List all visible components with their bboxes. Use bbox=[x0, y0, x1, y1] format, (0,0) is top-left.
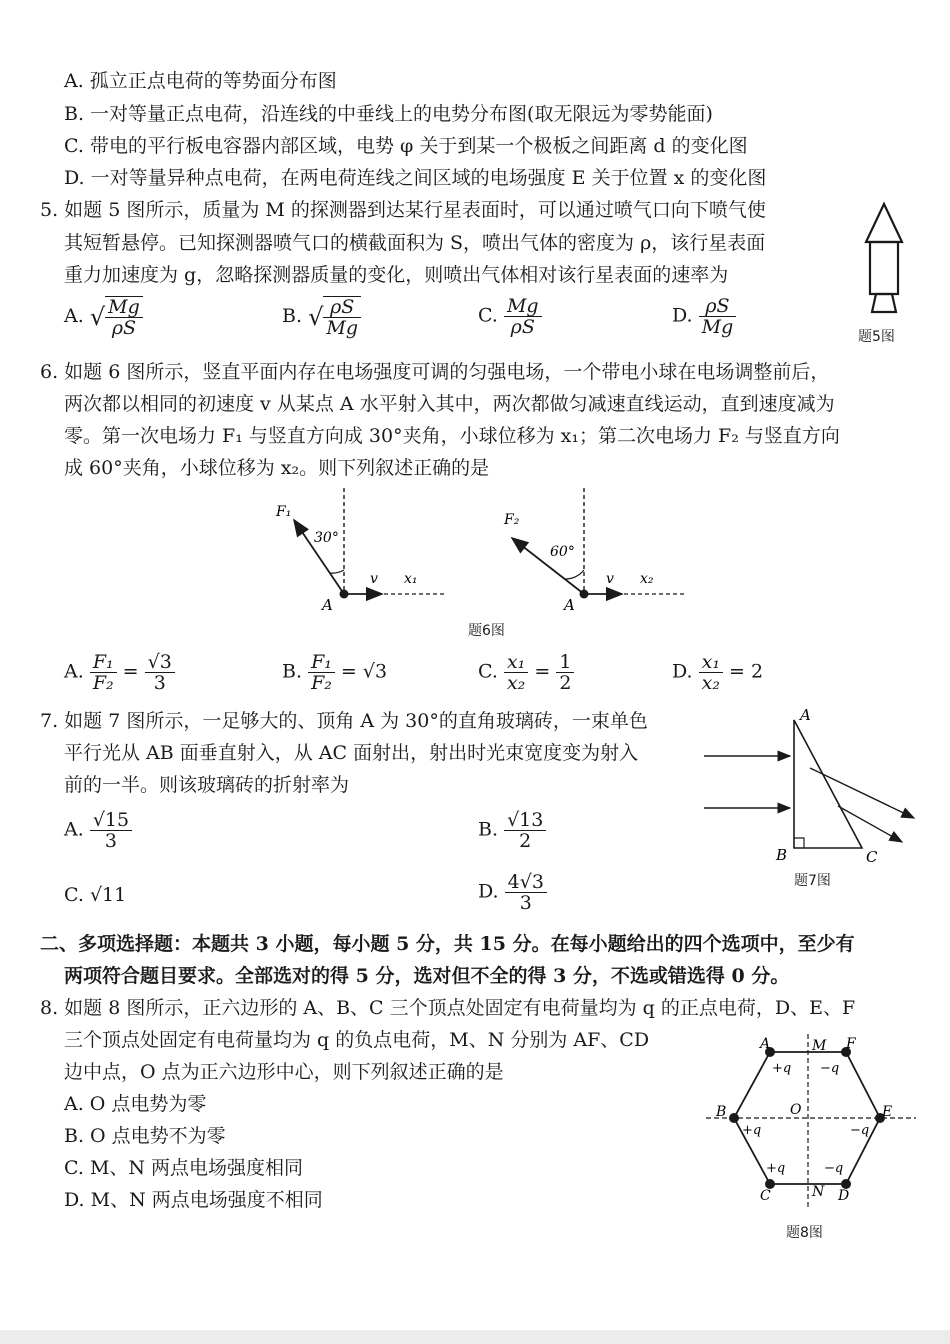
q7-option-d: D. $\frac{4√3}{3}$ bbox=[478, 872, 547, 913]
q4-option-a: A. 孤立正点电荷的等势面分布图 bbox=[64, 70, 337, 92]
label-a: A bbox=[760, 1036, 771, 1052]
q6-caption: 题6图 bbox=[468, 623, 505, 639]
rocket-nozzle bbox=[872, 294, 896, 312]
q7-stem-line2: 平行光从 AB 面垂直射入，从 AC 面射出，射出时光束宽度变为射入 bbox=[64, 742, 639, 764]
q6-option-b: B. $\frac{\text{F₁}}{\text{F₂}}$ = √3 bbox=[282, 651, 388, 694]
emergent-ray-bottom bbox=[838, 806, 902, 842]
force-label: F₂ bbox=[504, 512, 520, 528]
q6-figure-left bbox=[270, 486, 460, 616]
point-a-label: A bbox=[564, 596, 575, 614]
angle-label: 30° bbox=[314, 530, 339, 546]
q4-option-d: D. 一对等量异种点电荷，在两电荷连线之间区域的电场强度 E 关于位置 x 的变化图 bbox=[64, 167, 767, 189]
page-bottom-bar bbox=[0, 1330, 950, 1344]
q7-stem-line3: 前的一半。则该玻璃砖的折射率为 bbox=[64, 774, 350, 796]
q6-stem-line2: 两次都以相同的初速度 v 从某点 A 水平射入其中，两次都做匀减速直线运动，直到速度减为 bbox=[64, 393, 835, 415]
charge-c: +q bbox=[766, 1161, 786, 1176]
point-a-dot bbox=[580, 590, 589, 599]
q8-option-d: D. M、N 两点电场强度不相同 bbox=[64, 1189, 323, 1211]
vertex-b-dot bbox=[729, 1113, 739, 1123]
q8-option-a: A. O 点电势为零 bbox=[64, 1093, 207, 1115]
q6-figure-right bbox=[500, 486, 690, 616]
q7-stem-line1: 7. 如题 7 图所示，一足够大的、顶角 A 为 30°的直角玻璃砖，一束单色 bbox=[40, 710, 648, 732]
q5-rocket-figure bbox=[862, 202, 912, 322]
q5-option-a: A. √ $\frac{Mg}{\rho S}$ bbox=[64, 296, 143, 338]
label-b: B bbox=[716, 1104, 727, 1120]
q6-option-c: C. $\frac{\text{x₁}}{\text{x₂}}$ = $\frac{1}{2}$ bbox=[478, 652, 574, 693]
q8-stem-line1: 8. 如题 8 图所示，正六边形的 A、B、C 三个顶点处固定有电荷量均为 q 的正点电荷，D、E、F bbox=[40, 997, 856, 1019]
q8-stem-line3: 边中点，O 点为正六边形中心，则下列叙述正确的是 bbox=[64, 1061, 504, 1083]
q8-stem-line2: 三个顶点处固定有电荷量均为 q 的负点电荷，M、N 分别为 AF、CD bbox=[64, 1029, 650, 1051]
q6-option-a: A. $\frac{\text{F₁}}{\text{F₂}}$ = $\frac{√3}{3}$ bbox=[64, 652, 175, 693]
right-angle-mark bbox=[794, 838, 804, 848]
point-a-dot bbox=[340, 590, 349, 599]
q5-option-d: D. $\frac{\rho S}{Mg}$ bbox=[672, 296, 736, 337]
q7-option-c: C. √11 bbox=[64, 884, 127, 906]
q7-prism-figure bbox=[704, 704, 924, 864]
q7-option-a: A. $\frac{√15}{3}$ bbox=[64, 810, 132, 851]
velocity-label: v bbox=[606, 571, 614, 587]
angle-label: 60° bbox=[550, 544, 575, 560]
vertex-b-label: B bbox=[776, 846, 788, 864]
q5-stem-line3: 重力加速度为 g，忽略探测器质量的变化，则喷出气体相对该行星表面的速率为 bbox=[64, 264, 729, 286]
label-m: M bbox=[812, 1038, 827, 1054]
q6-stem-line1: 6. 如题 6 图所示，竖直平面内存在电场强度可调的匀强电场，一个带电小球在电场调整前后， bbox=[40, 361, 830, 383]
angle-arc bbox=[564, 570, 584, 579]
displacement-label: x₁ bbox=[404, 571, 418, 587]
q6-stem-line3: 零。第一次电场力 F₁ 与竖直方向成 30°夹角，小球位移为 x₁；第二次电场力 F₂ 与竖直方向 bbox=[64, 425, 840, 447]
section2-heading-line2: 两项符合题目要求。全部选对的得 5 分，选对但不全的得 3 分，不选或错选得 0 分。 bbox=[64, 965, 790, 987]
q8-caption: 题8图 bbox=[786, 1225, 823, 1241]
rocket-body bbox=[870, 242, 898, 294]
point-a-label: A bbox=[322, 596, 333, 614]
glass-prism bbox=[794, 720, 862, 848]
q7-option-b: B. $\frac{√13}{2}$ bbox=[478, 810, 546, 851]
label-e: E bbox=[882, 1104, 893, 1120]
q8-option-b: B. O 点电势不为零 bbox=[64, 1125, 226, 1147]
charge-f: −q bbox=[820, 1061, 840, 1076]
charge-a: +q bbox=[772, 1061, 792, 1076]
q4-option-b: B. 一对等量正点电荷，沿连线的中垂线上的电势分布图(取无限远为零势能面) bbox=[64, 103, 713, 125]
label-c: C bbox=[760, 1188, 771, 1204]
emergent-ray-top bbox=[810, 768, 914, 818]
q6-option-d: D. $\frac{\text{x₁}}{\text{x₂}}$ = 2 bbox=[672, 651, 764, 694]
q5-stem-line1: 5. 如题 5 图所示，质量为 M 的探测器到达某行星表面时，可以通过喷气口向下喷气使 bbox=[40, 199, 766, 221]
angle-arc bbox=[330, 570, 344, 573]
q5-caption: 题5图 bbox=[858, 329, 895, 345]
vertex-a-label: A bbox=[800, 706, 811, 724]
q5-option-b: B. √ $\frac{\rho S}{Mg}$ bbox=[282, 296, 361, 338]
velocity-label: v bbox=[370, 571, 378, 587]
q6-stem-line4: 成 60°夹角，小球位移为 x₂。则下列叙述正确的是 bbox=[64, 457, 490, 479]
charge-b: +q bbox=[742, 1123, 762, 1138]
vertex-c-label: C bbox=[866, 848, 878, 866]
displacement-label: x₂ bbox=[640, 571, 654, 587]
charge-d: −q bbox=[824, 1161, 844, 1176]
q7-caption: 题7图 bbox=[794, 873, 831, 889]
force-label: F₁ bbox=[276, 504, 292, 520]
label-n: N bbox=[812, 1184, 825, 1200]
section2-heading-line1: 二、多项选择题：本题共 3 小题，每小题 5 分，共 15 分。在每小题给出的四个选项中，至少有 bbox=[40, 933, 855, 955]
rocket-nose bbox=[866, 204, 902, 242]
q4-option-c: C. 带电的平行板电容器内部区域，电势 φ 关于到某一个极板之间距离 d 的变化图 bbox=[64, 135, 748, 157]
q8-hexagon-figure bbox=[700, 1030, 920, 1210]
q8-option-c: C. M、N 两点电场强度相同 bbox=[64, 1157, 304, 1179]
q5-stem-line2: 其短暂悬停。已知探测器喷气口的横截面积为 S，喷出气体的密度为 ρ，该行星表面 bbox=[64, 232, 766, 254]
label-f: F bbox=[846, 1036, 856, 1052]
q5-option-c: C. $\frac{Mg}{\rho S}$ bbox=[478, 296, 542, 337]
label-d: D bbox=[838, 1188, 850, 1204]
label-o: O bbox=[790, 1102, 802, 1118]
charge-e: −q bbox=[850, 1123, 870, 1138]
